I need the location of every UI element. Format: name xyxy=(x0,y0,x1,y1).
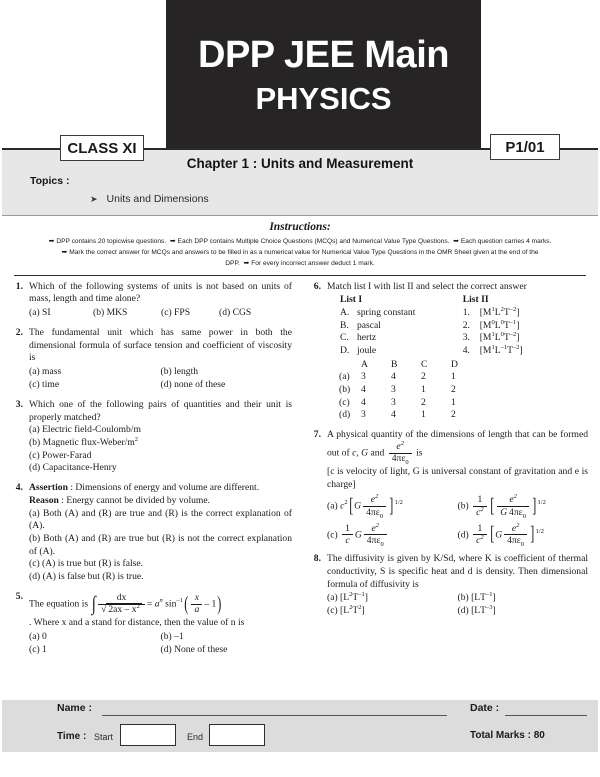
cell-a: 3 xyxy=(361,371,366,383)
sqrt-inner: 2ax – x xyxy=(108,604,137,616)
time-label: Time : xyxy=(57,731,87,742)
option-c[interactable]: (c) time xyxy=(29,378,60,390)
option-b[interactable]: (b) –1 xyxy=(160,631,184,643)
question-6 xyxy=(310,281,588,422)
cell-d: 1 xyxy=(451,371,456,383)
option-d-key: (d) xyxy=(29,462,41,474)
question-5-options xyxy=(29,631,292,656)
instruction-bullet-icon: ➥ xyxy=(61,248,68,257)
option-d[interactable]: (d) none of these xyxy=(160,378,226,390)
list-1-key: B. xyxy=(340,319,349,331)
question-column-left xyxy=(12,281,300,676)
assertion-label: Assertion xyxy=(29,482,68,494)
question-5-equation xyxy=(29,593,292,615)
topic-item xyxy=(90,193,209,205)
option-a[interactable]: (a) mass xyxy=(29,366,62,378)
option-b[interactable]: (b) $[LT^{-1}]$ xyxy=(457,591,496,604)
instruction-bullet-icon: ➥ xyxy=(243,259,250,268)
dim-l: 0 xyxy=(500,331,504,339)
grid-corner xyxy=(327,359,353,372)
match-row xyxy=(327,332,588,345)
option-b-key: (b) xyxy=(29,436,41,448)
question-7-and: and xyxy=(370,447,385,459)
reason-text: : Energy cannot be divided by volume. xyxy=(61,495,211,506)
reason-label: Reason xyxy=(29,495,59,506)
instructions-heading xyxy=(20,221,580,233)
assertion-text: : Dimensions of energy and volume are different. xyxy=(70,482,260,494)
option-b-key: (b) xyxy=(457,592,469,604)
end-label: End xyxy=(187,732,204,742)
cell-b: 3 xyxy=(391,383,396,395)
question-4 xyxy=(12,482,292,583)
brand-title: DPP JEE Main xyxy=(198,33,449,76)
question-4-number: 4. xyxy=(15,482,23,494)
option-c-key: (c) xyxy=(29,449,40,461)
list-1-value: joule xyxy=(357,344,377,356)
list-2-header: List II xyxy=(462,294,489,306)
instruction-text-3: Each question carries 4 marks. xyxy=(460,238,552,245)
question-8-number: 8. xyxy=(313,553,321,565)
option-a[interactable] xyxy=(327,371,588,384)
page-footer xyxy=(2,700,598,752)
list-1-header: List I xyxy=(340,294,363,306)
cell-d: 2 xyxy=(451,383,456,395)
option-c[interactable]: (c) 1 xyxy=(29,643,47,655)
option-a-key: (a) xyxy=(327,500,338,512)
arg-tail: – 1 xyxy=(204,598,217,610)
list-2-key: 3. xyxy=(462,332,470,344)
dim-t: –2 xyxy=(509,305,517,313)
cell-d: 1 xyxy=(451,396,456,408)
question-6-list-headers xyxy=(327,294,588,307)
option-a-key: (a) xyxy=(327,592,338,604)
question-4-options xyxy=(29,508,292,584)
match-row xyxy=(327,320,588,333)
list-1-item xyxy=(327,332,463,345)
option-b[interactable]: (b) length xyxy=(160,366,199,378)
start-time-input[interactable] xyxy=(120,724,176,746)
instructions-heading-colon: : xyxy=(326,221,331,233)
date-label: Date : xyxy=(470,702,500,714)
cell-b: 4 xyxy=(391,409,396,421)
left-bracket-icon: [ xyxy=(489,495,494,518)
topics-label: Topics : xyxy=(30,175,70,187)
grid-header-row xyxy=(327,359,588,372)
option-key: (c) xyxy=(339,396,350,408)
option-d[interactable] xyxy=(327,409,588,422)
option-b[interactable]: (b) Both (A) and (R) are true but (R) is not the correct explanation of (A). xyxy=(29,532,292,557)
dim-m: 1 xyxy=(491,331,495,339)
instruction-bullet-icon: ➥ xyxy=(169,237,176,245)
option-d-text: Capacitance-Henry xyxy=(42,462,117,474)
option-c-key: (c) xyxy=(327,604,338,616)
right-bracket-icon: ] xyxy=(532,495,537,518)
right-paren-icon: ) xyxy=(217,592,222,615)
name-input[interactable] xyxy=(102,715,447,716)
option-d-key: (d) xyxy=(457,528,469,540)
frac-numerator: $e^2$ xyxy=(389,442,412,454)
right-bracket-icon: ] xyxy=(389,495,394,518)
paper-code-badge: P1/01 xyxy=(490,134,560,160)
question-7-vars: c, G xyxy=(352,447,369,459)
exponent-half: 1/2 xyxy=(537,499,546,507)
option-key: (b) xyxy=(339,383,351,395)
question-8-text: The diffusivity is given by K/Sd, where K is coefficient of thermal conductivity, S is specific heat and d is density. Then dimensional formula of diffusivity is xyxy=(327,553,588,590)
brand-banner xyxy=(166,0,481,148)
a-symbol: a xyxy=(154,598,160,610)
option-c-key: (c) xyxy=(327,528,338,540)
option-c[interactable] xyxy=(29,450,292,463)
grid-col-b: B xyxy=(391,358,398,370)
cell-a: 3 xyxy=(361,409,366,421)
option-a[interactable]: (a) Both (A) and (R) are true and (R) is the correct explanation of (A). xyxy=(29,507,292,532)
question-4-reason xyxy=(29,495,292,508)
arg-fraction xyxy=(191,593,202,615)
question-4-assertion xyxy=(29,482,292,495)
option-b-exponent: 2 xyxy=(134,435,139,443)
instructions-line-1 xyxy=(20,236,580,247)
instruction-text-1: DPP contains 20 topicwise questions. xyxy=(56,238,167,245)
option-d[interactable]: (d) $[LT^{-3}]$ xyxy=(457,603,496,616)
question-7-lead: A physical quantity of the dimensions of length that can be formed out of xyxy=(327,429,588,459)
option-b[interactable]: (b) $\frac{1}{c^2}$ [ $\frac{e^2}{G 4\pi\varepsilon_0}$ ]$^{1/2}$ xyxy=(457,493,546,520)
option-b[interactable] xyxy=(327,384,588,397)
instruction-bullet-icon: ➥ xyxy=(453,237,460,245)
option-d[interactable] xyxy=(29,462,292,475)
option-key: (d) xyxy=(339,409,351,421)
total-marks-label: Total Marks : 80 xyxy=(470,730,545,741)
option-a[interactable] xyxy=(29,424,292,437)
question-7-note: [c is velocity of light, G is universal constant of gravitation and e is charge] xyxy=(327,466,588,490)
exponent-half: 1/2 xyxy=(394,499,403,507)
topic-label: Units and Dimensions xyxy=(106,193,209,205)
left-bracket-icon: [ xyxy=(489,523,494,546)
arrow-bullet-icon: ➤ xyxy=(90,194,98,204)
question-5 xyxy=(12,591,292,656)
cell-c: 1 xyxy=(421,383,426,395)
list-1-key: A. xyxy=(340,306,350,318)
cell-d: 2 xyxy=(451,409,456,421)
dim-t: –2 xyxy=(512,343,520,351)
option-b-key: (b) xyxy=(457,500,469,512)
list-1-item xyxy=(327,345,463,358)
option-a[interactable]: (a) SI xyxy=(29,306,51,318)
question-5-lead: The equation is xyxy=(29,598,89,610)
match-row xyxy=(327,307,588,320)
option-d[interactable]: (d) (A) is false but (R) is true. xyxy=(29,570,144,582)
option-c[interactable]: (c) $[L^2T^2]$ xyxy=(327,603,365,616)
instruction-bullet-icon: ➥ xyxy=(48,237,55,245)
instruction-text-4: Mark the correct answer for MCQs and answers to be filled in as a numerical value for Numerical Value Type Questions in the OMR Sheet given at the end of the DPP. xyxy=(69,249,539,268)
date-input[interactable] xyxy=(505,715,587,716)
grid-col-c: C xyxy=(421,358,428,370)
integrand-denominator: √ $2ax - x^2$ xyxy=(101,602,140,616)
option-c[interactable]: (c) (A) is true but (R) is false. xyxy=(29,558,144,570)
list-2-item: 1. $[M^1L^2T^{-2}]$ xyxy=(462,305,520,318)
question-7-is: is xyxy=(416,447,423,459)
question-2-text: The fundamental unit which has same power in both the dimensional formula of surface tension and coefficient of viscosity is xyxy=(29,327,292,364)
a-exponent: n xyxy=(159,597,163,605)
question-8-options xyxy=(327,592,588,617)
question-1-text: Which of the following systems of units is not based on units of mass, length and time alone? xyxy=(29,280,292,305)
dim-m: 0 xyxy=(491,318,495,326)
question-6-text: Match list I with list II and select the correct answer xyxy=(327,280,527,292)
class-badge: CLASS XI xyxy=(60,135,144,161)
frac-denominator: $4\pi\varepsilon_0$ xyxy=(391,453,409,466)
info-band xyxy=(2,138,598,216)
list-1-key: C. xyxy=(340,332,349,344)
question-2-number: 2. xyxy=(15,327,23,339)
question-2-options xyxy=(29,366,292,391)
question-3-text: Which one of the following pairs of quantities and their unit is properly matched? xyxy=(29,398,292,423)
option-d[interactable]: (d) $\frac{1}{c^2}$ [G $\frac{e^2}{4\pi\varepsilon_0}$ ]$^{1/2}$ xyxy=(457,521,544,548)
match-row xyxy=(327,345,588,358)
grid-col-a: A xyxy=(361,358,368,370)
cell-c: 1 xyxy=(421,409,426,421)
question-7-number: 7. xyxy=(313,429,321,441)
question-6-number: 6. xyxy=(313,280,321,292)
list-1-key: D. xyxy=(340,344,350,356)
question-3-number: 3. xyxy=(15,398,23,410)
dim-m: 1 xyxy=(491,343,495,351)
question-1-number: 1. xyxy=(15,280,23,292)
sin-function: sin xyxy=(165,598,177,610)
list-1-item xyxy=(327,320,463,333)
coulomb-fraction xyxy=(389,439,412,466)
name-label: Name : xyxy=(57,702,93,714)
dim-l: 0 xyxy=(500,318,504,326)
cell-b: 4 xyxy=(391,371,396,383)
question-2 xyxy=(12,327,292,391)
exponent-half: 1/2 xyxy=(535,527,544,535)
chapter-title: Chapter 1 : Units and Measurement xyxy=(186,156,414,171)
page-header xyxy=(0,0,600,148)
dim-l: 2 xyxy=(500,305,504,313)
option-c[interactable]: (c) FPS xyxy=(161,306,191,318)
dim-t: –2 xyxy=(509,331,517,339)
option-key: (a) xyxy=(339,371,350,383)
cell-a: 4 xyxy=(361,396,366,408)
questions-area xyxy=(0,276,600,676)
option-b[interactable]: (b) MKS xyxy=(93,306,128,318)
question-8 xyxy=(310,553,588,617)
arg-denominator: a xyxy=(194,604,200,616)
option-a[interactable]: (a) $c^2[G$ $\frac{e^2}{4\pi\varepsilon_0}$ ]$^{1/2}$ xyxy=(327,493,403,520)
option-d[interactable]: (d) None of these xyxy=(160,643,228,655)
list-1-item xyxy=(327,307,463,320)
instructions-heading-text: Instructions xyxy=(269,221,327,233)
grid-col-d: D xyxy=(451,358,458,370)
cell-a: 4 xyxy=(361,383,366,395)
list-2-item: 3. $[M^1L^0T^{-2}]$ xyxy=(462,331,520,344)
cell-b: 3 xyxy=(391,396,396,408)
instruction-text-2: Each DPP contains Multiple Choice Questions (MCQs) and Numerical Value Type Questions. xyxy=(177,238,450,245)
dim-m: 1 xyxy=(491,305,495,313)
list-2-item: 4. $[M^1L^{-1}T^{-2}]$ xyxy=(462,343,523,356)
question-1-options xyxy=(29,307,292,320)
option-d-key: (d) xyxy=(457,604,469,616)
list-2-item: 2. $[M^0L^0T^{-1}]$ xyxy=(462,318,520,331)
question-column-right xyxy=(300,281,588,676)
equals-sign: = xyxy=(146,598,153,610)
list-2-key: 2. xyxy=(462,319,470,331)
question-3 xyxy=(12,399,292,475)
list-1-value: pascal xyxy=(357,319,381,331)
sin-exponent: –1 xyxy=(176,597,183,605)
cell-c: 2 xyxy=(421,396,426,408)
list-1-value: hertz xyxy=(357,332,377,344)
right-bracket-icon: ] xyxy=(530,523,535,546)
option-b-text: Magnetic flux-Weber/m xyxy=(42,436,135,448)
question-6-answer-grid xyxy=(327,359,588,422)
list-1-value: spring constant xyxy=(357,306,416,318)
question-7 xyxy=(310,429,588,548)
question-7-options xyxy=(327,493,588,548)
integral-icon: ∫ xyxy=(91,593,96,616)
left-paren-icon: ( xyxy=(184,592,189,615)
integrand-numerator: dx xyxy=(98,593,145,605)
option-c-text: Power-Farad xyxy=(42,449,92,461)
start-label: Start xyxy=(94,732,114,742)
left-bracket-icon: [ xyxy=(348,495,353,518)
brand-subtitle: PHYSICS xyxy=(255,81,392,117)
dim-t: –1 xyxy=(509,318,517,326)
list-2-key: 1. xyxy=(462,306,470,318)
instructions-line-2 xyxy=(20,247,580,269)
list-2-key: 4. xyxy=(462,344,470,356)
question-5-tail: . Where x and a stand for distance, then the value of n is xyxy=(29,617,245,629)
option-a[interactable]: (a) 0 xyxy=(29,631,47,643)
option-a-text: Electric field-Coulomb/m xyxy=(42,424,141,436)
option-a-key: (a) xyxy=(29,424,40,436)
arg-numerator: x xyxy=(191,593,202,605)
end-time-input[interactable] xyxy=(209,724,265,746)
question-1 xyxy=(12,281,292,320)
option-d[interactable]: (d) CGS xyxy=(219,306,252,318)
sqrt-inner-exp: 2 xyxy=(136,602,140,610)
dim-l: –1 xyxy=(500,343,508,351)
option-c[interactable]: (c) $\frac{1}{c}$ G $\frac{e^2}{4\pi\varepsilon_0}$ xyxy=(327,524,458,546)
instructions-block xyxy=(14,216,586,276)
question-5-number: 5. xyxy=(15,591,23,603)
question-7-text xyxy=(327,429,588,464)
question-3-options xyxy=(29,424,292,475)
cell-c: 2 xyxy=(421,371,426,383)
instruction-text-5: For every incorrect answer deduct 1 mark. xyxy=(251,260,375,268)
option-a[interactable]: (a) $[L^2T^{-1}]$ xyxy=(327,591,368,604)
integrand-fraction xyxy=(98,593,145,615)
option-b[interactable] xyxy=(29,437,292,450)
option-c[interactable] xyxy=(327,397,588,410)
